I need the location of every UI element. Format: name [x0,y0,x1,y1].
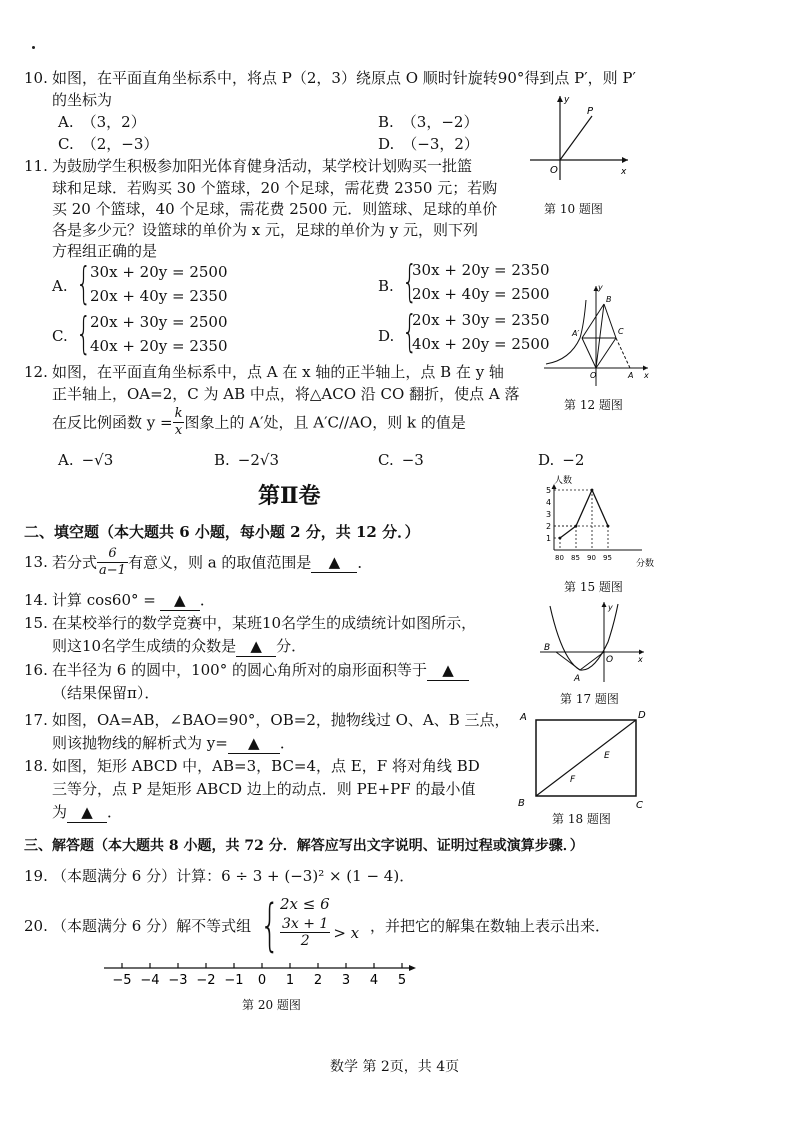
hyperbola-branch [546,300,586,364]
q12-line3-pre: 在反比例函数 y = [52,413,173,432]
equation-2: 20x + 40y = 2350 [90,287,228,305]
tick-label: −1 [224,973,244,988]
x-tick-label: 90 [587,554,596,562]
option-text: （2，−3） [81,135,159,153]
tick-label: 2 [313,973,323,988]
q10-option-a[interactable] [58,112,146,132]
option-letter: D. [378,327,395,345]
tick-label: −2 [196,973,216,988]
q10-option-c[interactable] [58,134,158,154]
svg-text:F: F [570,775,576,785]
label-x: x [621,167,627,177]
tick-label: −4 [140,973,160,988]
q16-line1: 在半径为 6 的圆中，100° 的圆心角所对的扇形面积等于 ▲ [52,660,469,681]
svg-text:y: y [598,283,603,292]
svg-text:O: O [590,371,597,380]
q10-number: 10. [24,69,48,87]
q12-option-b[interactable]: B. −2√3 [214,451,280,469]
svg-text:C: C [618,327,624,336]
brace-icon: { [402,306,418,357]
option-letter: C. [52,327,68,345]
q18-number: 18. [24,757,48,775]
q17-figure [536,600,648,684]
tick-label: −3 [168,973,188,988]
svg-text:x: x [638,655,643,664]
q11-line4: 各是多少元？设篮球的单价为 x 元，足球的单价为 y 元，则下列 [52,221,479,239]
svg-text:E: E [604,751,610,761]
svg-text:B: B [518,798,525,809]
q10-stem-line1: 如图，在平面直角坐标系中，将点 P（2，3）绕原点 O 顺时针旋转90°得到点 P′，则 P′ [52,69,636,87]
brace-icon: { [402,256,418,307]
fraction-k-over-x: $\frac{k}{x}$ [174,406,183,438]
q11-number: 11. [24,157,48,175]
option-letter: C. [58,135,74,153]
q11-line1: 为鼓励学生积极参加阳光体育健身活动，某学校计划购买一批篮 [52,157,473,175]
q11-option-a[interactable] [52,258,272,310]
page-footer: 数学 第 2页，共 4页 [330,1059,460,1075]
option-letter: B. [378,277,394,295]
option-text: （−3，2） [402,135,479,153]
q11-line2: 球和足球．若购买 30 个篮球，20 个足球，需花费 2350 元；若购 [52,179,498,197]
equation-1: 20x + 30y = 2350 [412,311,550,329]
q12-option-c[interactable]: C. −3 [378,451,424,469]
q15-line2: 则这10名学生成绩的众数是 ▲ 分． [52,637,307,655]
segment-a1o [582,338,596,368]
q18-figure-caption: 第 18 题图 [552,812,611,826]
q15-number: 15. [24,614,48,632]
svg-text:B: B [544,643,551,653]
q19-text: （本题满分 6 分）计算：6 ÷ 3 + (−3)² × (1 − 4)． [52,867,415,885]
x-tick-label: 80 [555,554,564,562]
svg-text:C: C [636,800,643,810]
x-tick-label: 95 [603,554,612,562]
fraction-6-over-a-1: $\frac{6}{a-1}$ [99,546,126,578]
q13-pre: 若分式 [52,553,98,572]
brace-icon: { [76,258,92,309]
q13-number: 13. [24,553,48,571]
segment-bc [604,304,616,338]
q15-line1: 在某校举行的数学竞赛中，某班10名学生的成绩统计如图所示， [52,614,477,632]
q17-answer-blank[interactable]: ▲ [228,733,280,754]
tick-label: 4 [369,973,379,988]
label-y: y [564,95,570,105]
q10-option-d[interactable] [378,134,479,154]
svg-text:A′: A′ [572,329,580,338]
y-tick-label: 5 [546,486,552,495]
q12-line2: 正半轴上，OA=2，C 为 AB 中点，将△ACO 沿 CO 翻折，使点 A 落 [52,385,520,403]
q20-post: ，并把它的解集在数轴上表示出来． [370,917,611,935]
q19-number: 19. [24,867,48,885]
svg-text:A: A [574,674,581,684]
series-line [560,490,608,538]
svg-text:B: B [606,295,612,304]
equation-1: 20x + 30y = 2500 [90,313,228,331]
y-arrow [557,96,563,102]
q20-number-line [100,960,420,990]
label-p: P [587,106,594,117]
y-tick-label: 3 [546,510,552,519]
axis-arrow [409,965,416,971]
q14-answer-blank[interactable]: ▲ [160,590,200,611]
diagonal-bd [536,720,636,796]
q11-line3: 买 20 个篮球，40 个足球，需花费 2500 元．则篮球、足球的单价 [52,200,498,218]
q12-figure-caption: 第 12 题图 [564,398,623,412]
equation-1: 30x + 20y = 2350 [412,261,550,279]
q10-option-b[interactable] [378,112,478,132]
svg-text:x: x [644,371,649,380]
data-point [591,489,594,492]
q12-line3-post: 图象上的 A′处，且 A′C//AO，则 k 的值是 [184,413,466,432]
x-arrow [622,157,628,163]
segment-ca [616,338,630,368]
q17-line2: 则该抛物线的解析式为 y= ▲ ． [52,734,295,752]
q11-option-d[interactable] [378,306,558,358]
q12-line1: 如图，在平面直角坐标系中，点 A 在 x 轴的正半轴上，点 B 在 y 轴 [52,363,504,381]
tick-label: 1 [285,973,295,988]
segment-op [560,116,592,160]
scan-speck [32,46,35,49]
x-tick-label: 85 [571,554,580,562]
data-point [559,537,562,540]
brace-icon: { [260,893,280,958]
q18-line3: 为 ▲ ． [52,803,123,821]
option-text: （3，2） [81,113,146,131]
q10-figure-caption: 第 10 题图 [544,202,603,216]
tick-label: 0 [257,973,267,988]
q17-line1: 如图，OA=AB，∠BAO=90°，OB=2，抛物线过 O、A、B 三点， [52,711,510,729]
q17-figure-caption: 第 17 题图 [560,692,619,706]
fill-in-section-heading: 二、填空题（本大题共 6 小题，每小题 2 分，共 12 分．） [24,523,420,541]
equation-2: 40x + 20y = 2350 [90,337,228,355]
option-letter: B. [378,113,394,131]
option-text: （3，−2） [401,113,479,131]
q18-answer-blank[interactable]: ▲ [67,802,107,823]
q16-answer-blank[interactable]: ▲ [427,660,469,681]
data-point [575,525,578,528]
equation-1: 30x + 20y = 2500 [90,263,228,281]
inequality-2: $\frac{3x + 1}{2}$ > x [282,916,360,949]
q18-line2: 三等分，点 P 是矩形 ABCD 边上的动点．则 PE+PF 的最小值 [52,780,476,798]
option-letter: D. [378,135,395,153]
q10-stem-line2: 的坐标为 [52,91,113,109]
svg-text:O: O [606,655,614,665]
q16-line2: （结果保留π）． [52,684,160,702]
q13-answer-blank[interactable]: ▲ [311,552,357,573]
option-letter: A. [52,277,68,295]
svg-text:A: A [520,712,527,723]
section-title: 第Ⅱ卷 [258,483,321,509]
q11-line5: 方程组正确的是 [52,242,158,260]
y-tick-label: 1 [546,534,552,543]
svg-text:A: A [628,371,634,380]
q14-line: 计算 cos60° = ▲ ． [52,591,215,609]
tick-label: −5 [112,973,132,988]
q12-option-d[interactable]: D. −2 [538,451,585,469]
q12-figure [540,280,652,390]
label-o: O [550,165,558,176]
svg-text:y: y [608,603,613,612]
q12-number: 12. [24,363,48,381]
q13-post: 有意义，则 a 的取值范围是 [127,553,312,572]
q20-inequality-system [260,894,370,958]
q14-number: 14. [24,591,48,609]
tick-label: 3 [341,973,351,988]
option-letter: A. [58,113,74,131]
q12-line3 [52,406,466,440]
data-point [607,525,610,528]
y-tick-label: 4 [546,498,552,507]
chart-xlabel: 分数 [636,559,655,569]
q18-figure [514,706,654,810]
q20-number: 20. [24,917,48,935]
tick-label: 5 [397,973,407,988]
svg-text:D: D [638,710,646,721]
q16-number: 16. [24,661,48,679]
q15-chart [538,474,658,570]
q18-line1: 如图，矩形 ABCD 中，AB=3，BC=4，点 E，F 将对角线 BD [52,757,480,775]
inequality-1: 2x ≤ 6 [280,895,330,913]
q15-answer-blank[interactable]: ▲ [236,636,276,657]
q17-number: 17. [24,711,48,729]
q12-option-a[interactable]: A. −√3 [58,451,114,469]
q20-pre: （本题满分 6 分）解不等式组 [52,917,252,935]
brace-icon: { [76,308,92,359]
segment-ao [580,652,604,670]
q13-line: 若分式 $\frac{6}{a-1}$ 有意义，则 a 的取值范围是 ▲ ． [52,546,373,578]
equation-2: 40x + 20y = 2500 [412,335,550,353]
q20-figure-caption: 第 20 题图 [242,998,301,1012]
q10-figure [524,92,634,184]
chart-ylabel: 人数 [554,476,573,486]
q15-figure-caption: 第 15 题图 [564,580,623,594]
q11-option-c[interactable] [52,308,272,360]
answer-section-heading: 三、解答题（本大题共 8 小题，共 72 分．解答应写出文字说明、证明过程或演算步骤．） [24,838,584,854]
segment-ba [556,652,580,670]
y-tick-label: 2 [546,522,552,531]
equation-2: 20x + 40y = 2500 [412,285,550,303]
q11-option-b[interactable] [378,256,558,308]
